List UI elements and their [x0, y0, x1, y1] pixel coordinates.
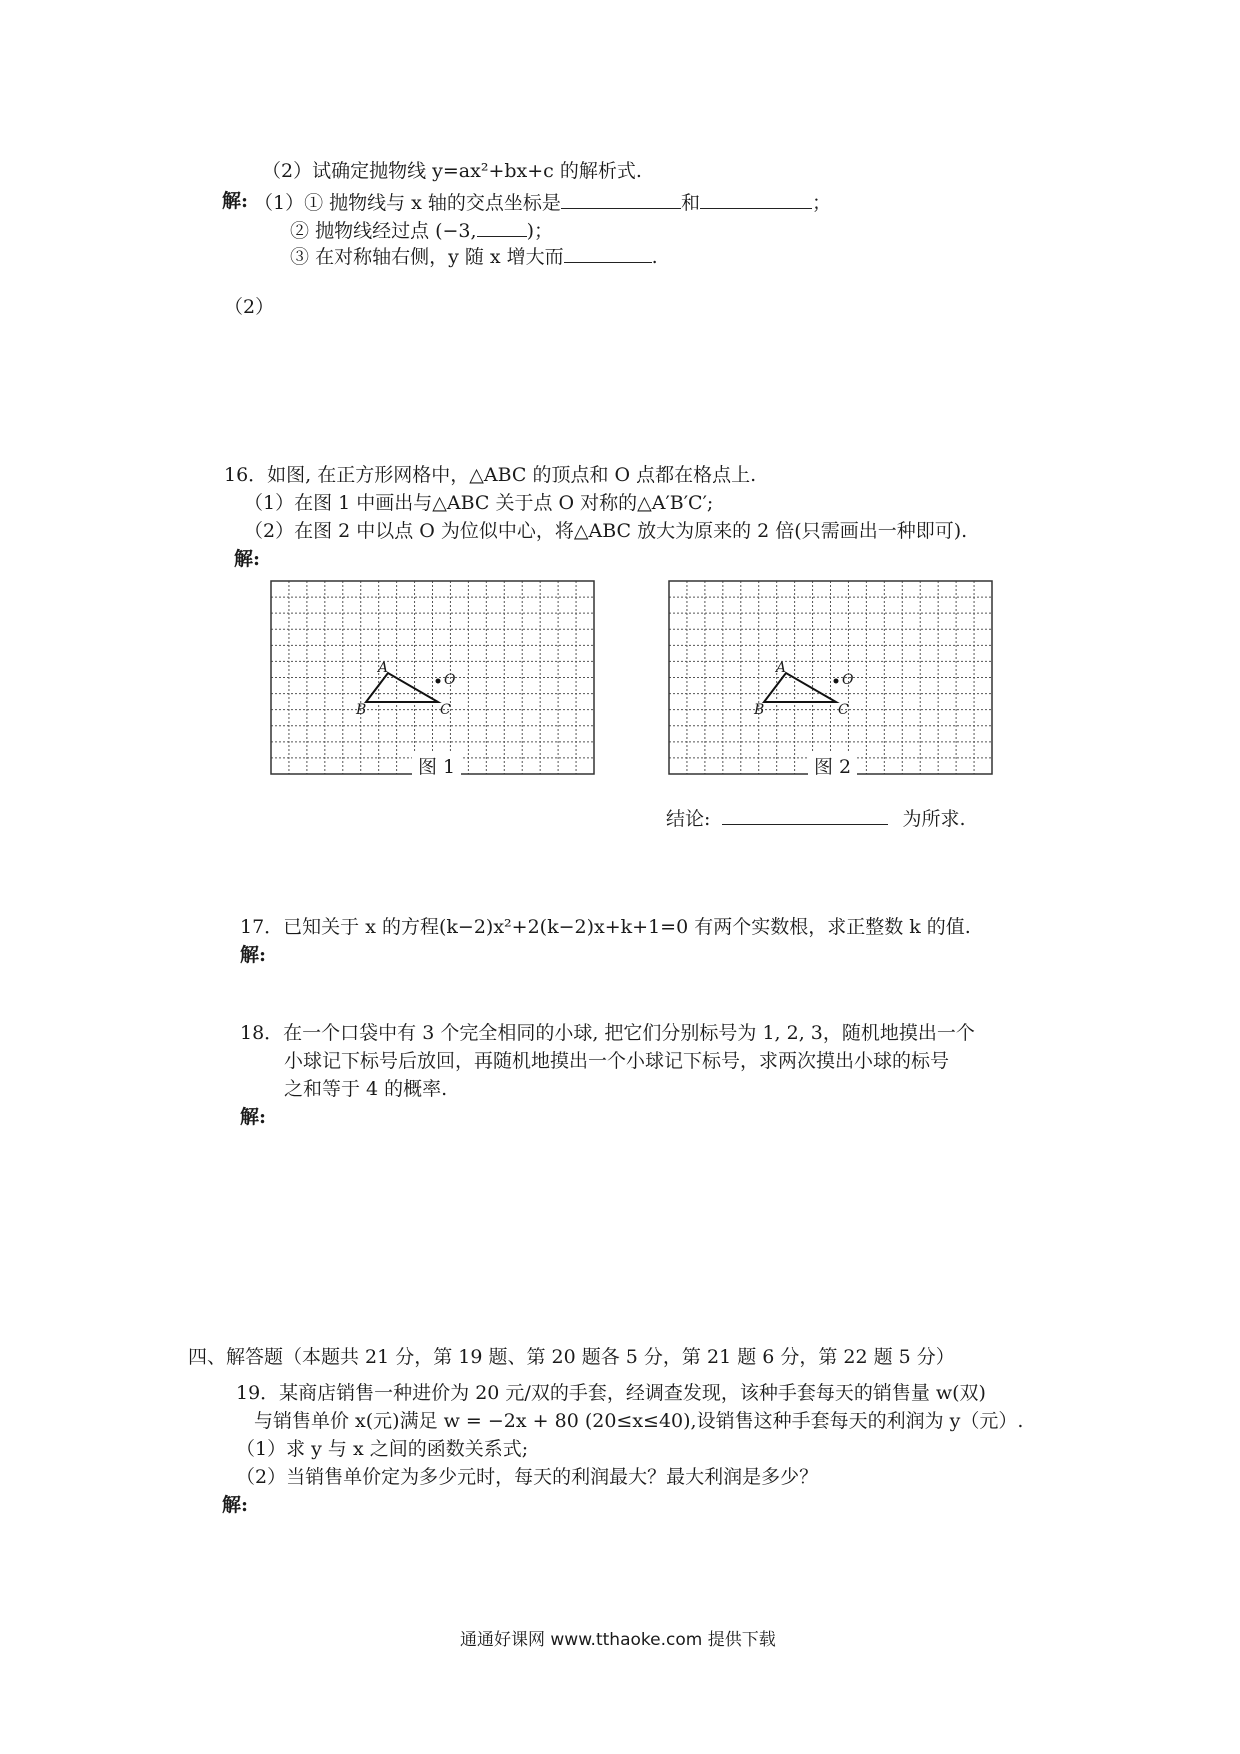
figure-2	[668, 580, 994, 776]
q18-line1: 18．在一个口袋中有 3 个完全相同的小球, 把它们分别标号为 1, 2, 3，随机地摸出一个	[240, 1022, 975, 1044]
q16-part1: （1）在图 1 中画出与△ABC 关于点 O 对称的△A′B′C′;	[244, 492, 714, 514]
label-point-c: C	[440, 702, 451, 718]
q15-part2-answer-label: （2）	[224, 296, 275, 318]
q15-sol1	[254, 190, 831, 215]
q18-line2: 小球记下标号后放回，再随机地摸出一个小球记下标号，求两次摸出小球的标号	[284, 1050, 950, 1072]
q16-solution-label: 解:	[234, 548, 261, 570]
figure-1-label: 图 1	[412, 752, 461, 779]
q16-stem: 16．如图, 在正方形网格中，△ABC 的顶点和 O 点都在格点上.	[224, 464, 757, 486]
label-point-b: B	[754, 702, 765, 718]
q15-sol3	[290, 244, 658, 269]
q19-line2: 与销售单价 x(元)满足 w = −2x + 80 (20≤x≤40),设销售这种手套每天的利润为 y（元）.	[254, 1410, 1024, 1432]
q19-line1: 19．某商店销售一种进价为 20 元/双的手套，经调查发现，该种手套每天的销售量 w(双)	[236, 1382, 986, 1404]
q15-sol3-marker: ③	[290, 246, 310, 268]
label-point-b: B	[356, 702, 367, 718]
figure-2-grid	[668, 580, 994, 776]
q18-line3: 之和等于 4 的概率.	[284, 1078, 448, 1100]
q15-sol2-end: )；	[526, 220, 553, 242]
q15-sol2-text: 抛物线经过点 (−3,	[315, 220, 477, 242]
q19-part2: （2）当销售单价定为多少元时，每天的利润最大？最大利润是多少？	[236, 1466, 819, 1488]
q19-solution-label: 解:	[222, 1494, 249, 1516]
label-point-o: O	[842, 672, 854, 688]
section-4-heading: 四、解答题（本题共 21 分，第 19 题、第 20 题各 5 分，第 21 题 6 分，第 22 题 5 分）	[188, 1346, 955, 1368]
label-point-a: A	[378, 660, 389, 676]
q16-part2: （2）在图 2 中以点 O 为位似中心，将△ABC 放大为原来的 2 倍(只需画出一种即可).	[244, 520, 968, 542]
q15-solution-label: 解:	[222, 190, 249, 212]
figure-1-grid	[270, 580, 596, 776]
q19-part1: （1）求 y 与 x 之间的函数关系式;	[236, 1438, 529, 1460]
q15-sol3-text: 在对称轴右侧，y 随 x 增大而	[315, 246, 564, 268]
label-point-c: C	[838, 702, 849, 718]
figure-1	[270, 580, 596, 776]
q15-blank-1[interactable]	[561, 190, 681, 209]
q16-conclusion	[666, 806, 966, 831]
label-point-a: A	[776, 660, 787, 676]
q15-blank-3[interactable]	[477, 218, 527, 237]
q18-solution-label: 解:	[240, 1106, 267, 1128]
q15-blank-4[interactable]	[564, 244, 652, 263]
q15-sol1-text: 抛物线与 x 轴的交点坐标是	[329, 192, 561, 214]
q15-blank-2[interactable]	[700, 190, 812, 209]
figure-2-label: 图 2	[808, 752, 857, 779]
q15-sol3-end: .	[651, 246, 658, 268]
q17-solution-label: 解:	[240, 944, 267, 966]
q15-sol2	[290, 218, 553, 243]
label-point-o: O	[444, 672, 456, 688]
q15-sol1-prefix: （1）①	[254, 192, 324, 214]
point-o-dot	[436, 679, 441, 684]
q16-conclusion-end: 为所求.	[902, 808, 966, 830]
point-o-dot	[834, 679, 839, 684]
q15-sol1-and: 和	[680, 192, 700, 214]
q16-conclusion-label: 结论:	[666, 808, 711, 830]
q16-conclusion-blank[interactable]	[722, 806, 888, 825]
page-footer: 通通好课网 www.tthaoke.com 提供下载	[460, 1630, 776, 1650]
q15-part2-text: （2）试确定抛物线 y=ax²+bx+c 的解析式.	[262, 160, 642, 182]
q17-stem: 17．已知关于 x 的方程(k−2)x²+2(k−2)x+k+1=0 有两个实数根，求正整数 k 的值.	[240, 916, 971, 938]
q15-sol2-marker: ②	[290, 220, 310, 242]
q15-sol1-end: ；	[811, 192, 831, 214]
